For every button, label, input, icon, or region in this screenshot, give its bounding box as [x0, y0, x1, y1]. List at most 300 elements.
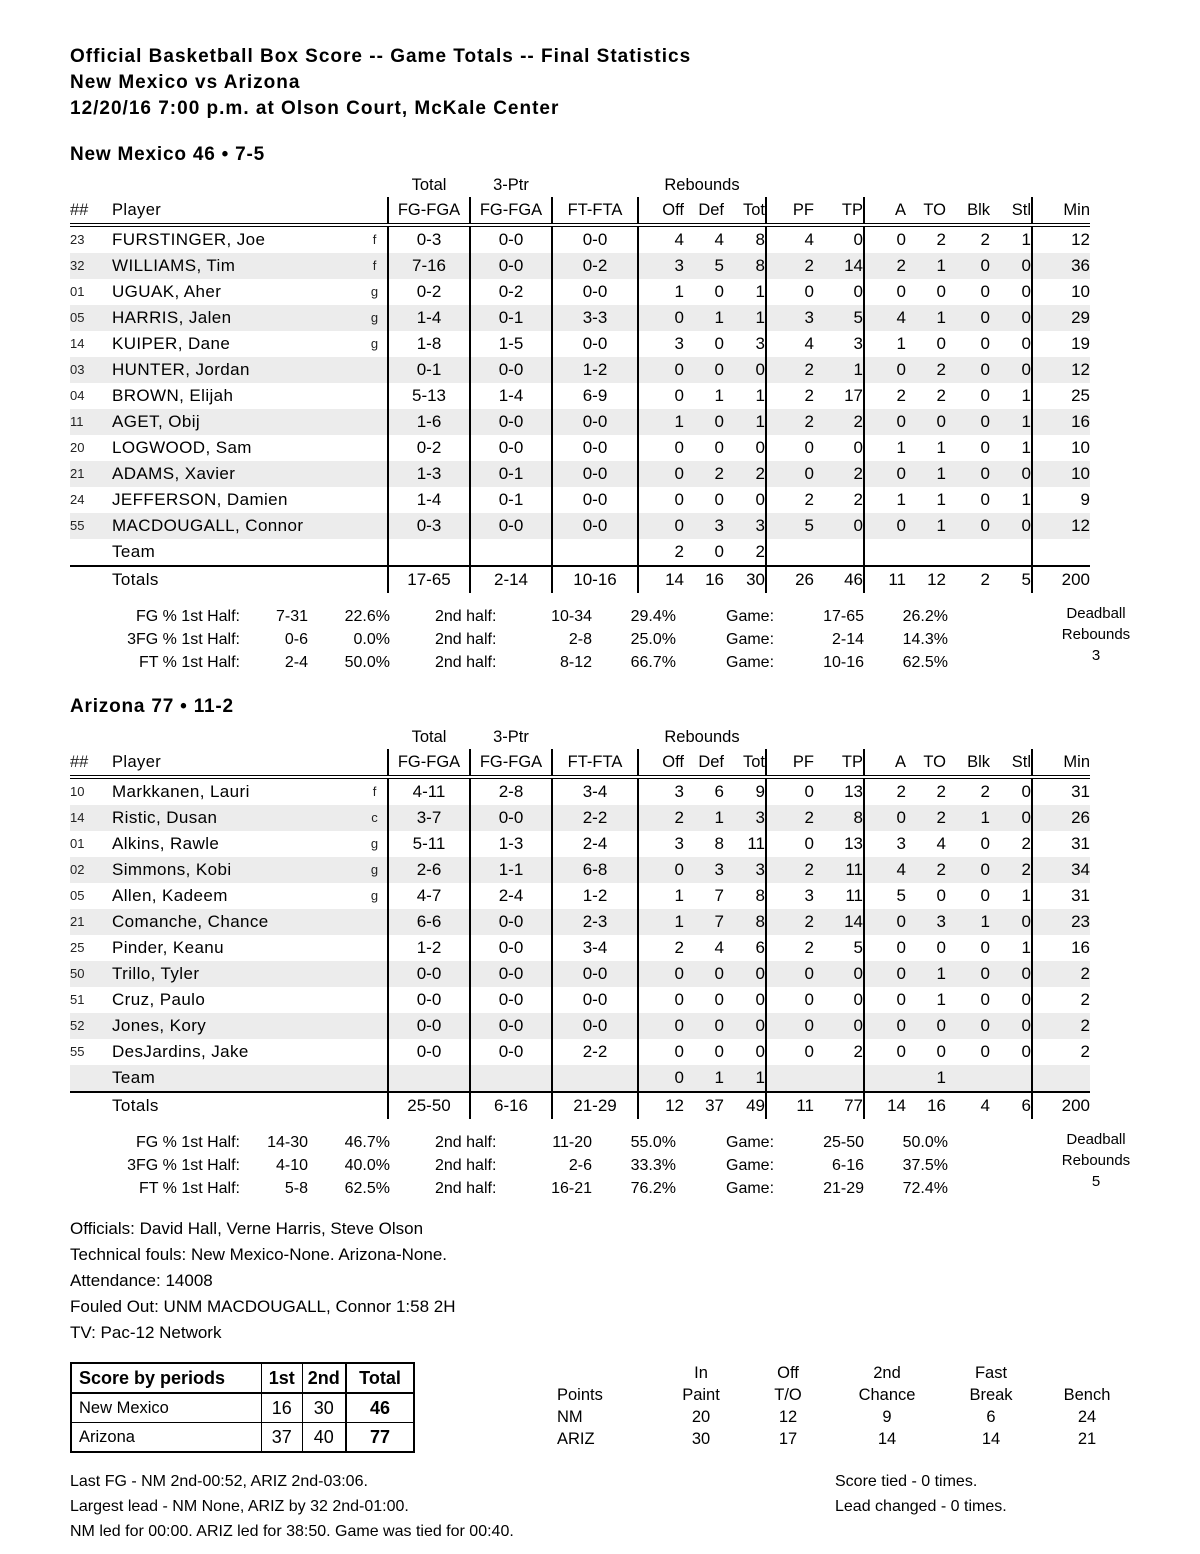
steal-cell: 0: [1021, 516, 1031, 535]
tot-reb-cell: 0: [755, 438, 765, 457]
steal-cell: 0: [1021, 256, 1031, 275]
assist-cell: 11: [864, 566, 906, 593]
off-reb-cell: 1: [638, 883, 684, 909]
pct-made-att: 10-34: [551, 608, 592, 625]
player-number: 24: [70, 492, 85, 507]
tot-reb-cell: 8: [755, 886, 765, 905]
pct-value: 25.0%: [630, 631, 676, 648]
steal-cell: 5: [990, 566, 1032, 593]
off-reb-cell: 2: [638, 805, 684, 831]
pct-label-2nd: 2nd half:: [435, 1134, 497, 1151]
pct-label: FT % 1st Half:: [138, 654, 240, 671]
tp-cell: 3: [853, 334, 863, 353]
tp-cell: 17: [844, 386, 863, 405]
player-position: c: [371, 810, 378, 825]
off-reb-cell: 2: [638, 539, 684, 566]
player-number: 14: [70, 336, 85, 351]
sbp-team-name: Arizona: [71, 1423, 261, 1453]
shooting-pct-line: [70, 651, 1090, 674]
points-team-label: ARIZ: [557, 1430, 595, 1448]
minutes-cell: 26: [1032, 805, 1090, 831]
assist-cell: 4: [864, 857, 906, 883]
shooting-pct-line: [70, 1177, 1090, 1200]
tp-cell: 11: [845, 860, 863, 879]
sbp-header-1st: 1st: [261, 1363, 302, 1393]
player-position: [362, 435, 388, 461]
footer-note-line: Last FG - NM 2nd-00:52, ARIZ 2nd-03:06.: [70, 1473, 368, 1490]
spacer: [390, 1131, 435, 1154]
player-name: Pinder, Keanu: [112, 938, 225, 957]
assist-cell: 3: [864, 831, 906, 857]
turnover-cell: 2: [936, 860, 946, 879]
block-cell: 0: [980, 360, 990, 379]
fg-fga-cell: 3-7: [388, 805, 470, 831]
fg3-fga-cell: 0-1: [470, 487, 552, 513]
column-header-off: Off: [638, 197, 684, 225]
player-row: [70, 435, 1090, 461]
fg3-fga-cell: 0-0: [470, 1039, 552, 1065]
footer-left-notes: [70, 1469, 710, 1544]
fg3-fga-cell: 0-0: [470, 1013, 552, 1039]
def-reb-cell: 7: [714, 912, 724, 931]
turnover-cell: [906, 539, 946, 566]
pf-cell: 11: [766, 1092, 814, 1119]
pct-label-2nd: 2nd half:: [435, 631, 497, 648]
pct-value: 33.3%: [630, 1157, 676, 1174]
steal-cell: 0: [1021, 1042, 1031, 1061]
tp-cell: 0: [853, 516, 863, 535]
assist-cell: 0: [864, 279, 906, 305]
def-reb-cell: 7: [714, 886, 724, 905]
turnover-cell: 1: [936, 516, 946, 535]
points-header-bottom: Break: [969, 1386, 1013, 1404]
player-number: 51: [70, 992, 85, 1007]
minutes-cell: 19: [1032, 331, 1090, 357]
pct-value: 62.5%: [902, 654, 948, 671]
tp-cell: 0: [853, 1016, 863, 1035]
fg3-fga-cell: 0-0: [470, 513, 552, 539]
off-reb-cell: 0: [638, 513, 684, 539]
ft-fta-cell: 1-2: [552, 883, 638, 909]
assist-cell: [864, 539, 906, 566]
fg3-fga-cell: 2-14: [470, 566, 552, 593]
turnover-cell: 2: [936, 360, 946, 379]
steal-cell: 0: [1021, 464, 1031, 483]
minutes-cell: 2: [1032, 961, 1090, 987]
player-row: [70, 987, 1090, 1013]
shooting-pct-line: [70, 605, 1090, 628]
deadball-label-1: Deadball: [1066, 1131, 1126, 1148]
column-header-def: Def: [684, 197, 724, 225]
tot-reb-cell: 1: [755, 282, 765, 301]
pct-made-att: 2-8: [568, 631, 592, 648]
def-reb-cell: 0: [714, 1042, 724, 1061]
turnover-cell: 1: [936, 256, 946, 275]
pf-cell: 0: [766, 279, 814, 305]
block-cell: 2: [980, 782, 990, 801]
turnover-cell: 0: [936, 938, 946, 957]
matchup-line: New Mexico vs Arizona: [70, 72, 301, 93]
assist-cell: 0: [864, 1039, 906, 1065]
def-reb-cell: 1: [714, 386, 724, 405]
def-reb-cell: 0: [714, 282, 724, 301]
fg-fga-cell: [388, 539, 470, 566]
player-position: f: [372, 784, 377, 799]
player-name: AGET, Obij: [112, 412, 201, 431]
turnover-cell: 0: [936, 412, 946, 431]
off-reb-cell: 1: [638, 279, 684, 305]
totals-label: Totals: [112, 566, 362, 593]
fg3-fga-cell: [470, 539, 552, 566]
off-reb-cell: 3: [638, 253, 684, 279]
block-cell: 0: [980, 860, 990, 879]
steal-cell: 0: [1021, 360, 1031, 379]
block-cell: 2: [946, 566, 990, 593]
shooting-pct-line: [70, 628, 1090, 651]
ft-fta-cell: [552, 539, 638, 566]
player-position: [362, 909, 388, 935]
minutes-cell: 12: [1032, 357, 1090, 383]
player-row: [70, 777, 1090, 805]
points-value: 14: [981, 1430, 1001, 1448]
player-number: 10: [70, 784, 85, 799]
pf-cell: 0: [766, 461, 814, 487]
footer-right-notes: [835, 1469, 1007, 1544]
turnover-cell: 1: [936, 464, 946, 483]
fg3-fga-cell: 0-0: [470, 961, 552, 987]
pct-label: FG % 1st Half:: [135, 1134, 240, 1151]
minutes-cell: 200: [1032, 1092, 1090, 1119]
note-line: Officials: David Hall, Verne Harris, Steve Olson: [70, 1219, 424, 1238]
tot-reb-cell: 0: [755, 990, 765, 1009]
spacer: [676, 1177, 726, 1200]
tot-reb-cell: 30: [724, 566, 766, 593]
steal-cell: 0: [1021, 282, 1031, 301]
tot-reb-cell: 8: [755, 230, 765, 249]
player-row: [70, 1013, 1090, 1039]
fg3-fga-cell: 2-4: [470, 883, 552, 909]
off-reb-cell: 3: [638, 777, 684, 805]
pct-label: FT % 1st Half:: [138, 1180, 240, 1197]
ft-fta-cell: 0-2: [552, 253, 638, 279]
block-cell: 0: [980, 438, 990, 457]
off-reb-cell: 0: [638, 357, 684, 383]
player-position: f: [372, 232, 377, 247]
ft-fta-cell: [552, 1065, 638, 1092]
score-by-periods-table: [70, 1362, 415, 1453]
column-header-stl: Stl: [990, 197, 1032, 225]
off-reb-cell: 0: [638, 857, 684, 883]
player-row: [70, 461, 1090, 487]
sbp-header-total: Total: [346, 1363, 414, 1393]
pct-value: 26.2%: [902, 608, 948, 625]
team-section-new-mexico: [70, 144, 1135, 674]
player-number: [70, 1092, 112, 1119]
fg3-fga-cell: [470, 1065, 552, 1092]
steal-cell: 0: [1021, 308, 1031, 327]
tp-cell: 11: [845, 886, 863, 905]
assist-cell: 0: [864, 805, 906, 831]
assist-cell: 0: [864, 409, 906, 435]
player-position: [362, 987, 388, 1013]
fg-fga-cell: 25-50: [388, 1092, 470, 1119]
spacer: [390, 605, 435, 628]
tot-reb-cell: 49: [724, 1092, 766, 1119]
fg-fga-cell: 0-3: [388, 225, 470, 253]
fg-fga-cell: 17-65: [388, 566, 470, 593]
assist-cell: 0: [864, 987, 906, 1013]
pf-cell: 2: [766, 383, 814, 409]
minutes-cell: 10: [1032, 435, 1090, 461]
assist-cell: 14: [864, 1092, 906, 1119]
off-reb-cell: 2: [638, 935, 684, 961]
fg-fga-cell: 0-1: [388, 357, 470, 383]
player-row: [70, 331, 1090, 357]
tot-reb-cell: 0: [755, 490, 765, 509]
fg-fga-cell: 1-4: [388, 305, 470, 331]
sbp-header-label: Score by periods: [71, 1363, 261, 1393]
spacer: [676, 1131, 726, 1154]
pf-cell: 0: [766, 961, 814, 987]
totals-row: [70, 566, 1090, 593]
player-row: [70, 961, 1090, 987]
ft-fta-cell: 1-2: [552, 357, 638, 383]
report-title: Official Basketball Box Score -- Game Totals -- Final Statistics: [70, 46, 692, 67]
player-name: Alkins, Rawle: [112, 834, 220, 853]
minutes-cell: 2: [1032, 1039, 1090, 1065]
fg-fga-cell: 6-6: [388, 909, 470, 935]
player-name: Markkanen, Lauri: [112, 782, 250, 801]
assist-cell: 1: [864, 331, 906, 357]
pct-value: 29.4%: [630, 608, 676, 625]
player-number: 03: [70, 362, 85, 377]
player-number: 05: [70, 310, 85, 325]
minutes-cell: 36: [1032, 253, 1090, 279]
pf-cell: 0: [766, 987, 814, 1013]
pf-cell: 2: [766, 805, 814, 831]
points-value: 14: [877, 1430, 897, 1448]
block-cell: 0: [980, 886, 990, 905]
def-reb-cell: 0: [714, 1016, 724, 1035]
sbp-total-score: 77: [346, 1423, 414, 1453]
column-header-a: A: [864, 197, 906, 225]
player-name: ADAMS, Xavier: [112, 464, 236, 483]
minutes-cell: 10: [1032, 461, 1090, 487]
block-cell: 0: [980, 938, 990, 957]
pct-value: 62.5%: [344, 1180, 390, 1197]
ft-fta-cell: 0-0: [552, 225, 638, 253]
tot-reb-cell: 6: [755, 938, 765, 957]
pct-label-game: Game:: [726, 1157, 775, 1174]
deadball-value: 5: [1091, 1173, 1101, 1190]
ft-fta-cell: 0-0: [552, 1013, 638, 1039]
pct-made-att: 2-6: [568, 1157, 592, 1174]
pf-cell: 2: [766, 909, 814, 935]
sbp-1st-score: 37: [261, 1423, 302, 1453]
pct-made-att: 2-4: [284, 654, 308, 671]
tp-cell: 77: [814, 1092, 864, 1119]
pct-made-att: 21-29: [823, 1180, 864, 1197]
minutes-cell: 2: [1032, 1013, 1090, 1039]
minutes-cell: 25: [1032, 383, 1090, 409]
team-heading-new-mexico: New Mexico 46 • 7-5: [70, 144, 266, 165]
player-name: HUNTER, Jordan: [112, 360, 250, 379]
block-cell: 2: [980, 230, 990, 249]
tp-cell: 13: [844, 782, 863, 801]
player-position: f: [372, 258, 377, 273]
totals-row: [70, 1092, 1090, 1119]
fg-fga-cell: [388, 1065, 470, 1092]
steal-cell: 2: [1021, 834, 1031, 853]
tot-reb-cell: 9: [755, 782, 765, 801]
turnover-cell: 2: [936, 230, 946, 249]
fg-fga-cell: 0-0: [388, 1013, 470, 1039]
column-header-player: Player: [112, 197, 362, 225]
player-row: [70, 909, 1090, 935]
column-header-min: Min: [1032, 749, 1090, 777]
turnover-cell: 0: [936, 1016, 946, 1035]
fg3-fga-cell: 2-8: [470, 777, 552, 805]
box-score-table-new-mexico: [70, 174, 1090, 593]
block-cell: 0: [980, 1016, 990, 1035]
assist-cell: 0: [864, 961, 906, 987]
spacer-cell: [766, 174, 1090, 197]
fg3-fga-cell: 6-16: [470, 1092, 552, 1119]
points-header-bottom: Points: [557, 1386, 603, 1404]
player-number: 05: [70, 888, 85, 903]
column-header-ft: FT-FTA: [552, 749, 638, 777]
tp-cell: [814, 539, 864, 566]
player-position: [362, 409, 388, 435]
pct-made-att: 17-65: [823, 608, 864, 625]
fg-fga-cell: 0-0: [388, 961, 470, 987]
column-header-ft: FT-FTA: [552, 197, 638, 225]
pct-made-att: 10-16: [823, 654, 864, 671]
pf-cell: 5: [766, 513, 814, 539]
pct-value: 22.6%: [344, 608, 390, 625]
minutes-cell: 23: [1032, 909, 1090, 935]
totals-label: Totals: [112, 1092, 362, 1119]
player-number: 04: [70, 388, 85, 403]
player-row: [70, 383, 1090, 409]
assist-cell: 1: [864, 435, 906, 461]
minutes-cell: 9: [1032, 487, 1090, 513]
note-line: Fouled Out: UNM MACDOUGALL, Connor 1:58 2H: [70, 1297, 456, 1316]
player-number: 20: [70, 440, 85, 455]
def-reb-cell: 0: [714, 412, 724, 431]
note-line: Attendance: 14008: [70, 1271, 213, 1290]
ft-fta-cell: 0-0: [552, 961, 638, 987]
group-label-rebounds: Rebounds: [664, 176, 740, 194]
spacer-cell: [552, 174, 638, 197]
points-header-top: Fast: [974, 1364, 1008, 1382]
column-header-fg3: FG-FGA: [470, 197, 552, 225]
spacer: [676, 1154, 726, 1177]
steal-cell: 0: [1021, 990, 1031, 1009]
game-notes: [70, 1216, 1135, 1346]
fg-fga-cell: 1-8: [388, 331, 470, 357]
tp-cell: 1: [853, 360, 863, 379]
def-reb-cell: 1: [714, 308, 724, 327]
player-name: HARRIS, Jalen: [112, 308, 232, 327]
player-name: Simmons, Kobi: [112, 860, 232, 879]
player-position: [362, 1092, 388, 1119]
assist-cell: 2: [864, 253, 906, 279]
ft-fta-cell: 10-16: [552, 566, 638, 593]
tp-cell: [814, 1065, 864, 1092]
sbp-2nd-score: 30: [302, 1393, 346, 1423]
player-position: [362, 539, 388, 566]
player-position: [362, 1039, 388, 1065]
pct-made-att: 6-16: [831, 1157, 864, 1174]
block-cell: 0: [980, 464, 990, 483]
points-value: 21: [1077, 1430, 1097, 1448]
tot-reb-cell: 1: [755, 308, 765, 327]
pf-cell: 2: [766, 409, 814, 435]
points-value: 12: [778, 1408, 798, 1426]
column-header-tp: TP: [814, 197, 864, 225]
turnover-cell: 2: [936, 386, 946, 405]
points-header-bottom: Bench: [1063, 1386, 1111, 1404]
team-rebounds-row: [70, 1065, 1090, 1092]
pct-label: FG % 1st Half:: [135, 608, 240, 625]
team-heading-arizona: Arizona 77 • 11-2: [70, 696, 234, 717]
assist-cell: 2: [864, 777, 906, 805]
steal-cell: 0: [1021, 1016, 1031, 1035]
team-row-label: Team: [112, 1068, 156, 1087]
block-cell: 0: [980, 308, 990, 327]
off-reb-cell: 0: [638, 1065, 684, 1092]
player-name: LOGWOOD, Sam: [112, 438, 252, 457]
block-cell: 0: [980, 834, 990, 853]
tot-reb-cell: 0: [755, 1016, 765, 1035]
pct-label: 3FG % 1st Half:: [127, 631, 240, 648]
column-header-fg: FG-FGA: [388, 197, 470, 225]
def-reb-cell: 0: [714, 542, 724, 561]
pct-made-att: 8-12: [559, 654, 592, 671]
off-reb-cell: 4: [638, 225, 684, 253]
def-reb-cell: 37: [684, 1092, 724, 1119]
column-header-pf: PF: [766, 749, 814, 777]
player-name: WILLIAMS, Tim: [112, 256, 236, 275]
pf-cell: 0: [766, 1039, 814, 1065]
pf-cell: 3: [766, 883, 814, 909]
tp-cell: 46: [814, 566, 864, 593]
player-name: Comanche, Chance: [112, 912, 269, 931]
ft-fta-cell: 0-0: [552, 987, 638, 1013]
def-reb-cell: 1: [714, 808, 724, 827]
pct-label-2nd: 2nd half:: [435, 1180, 497, 1197]
fg-fga-cell: 0-2: [388, 435, 470, 461]
player-number: 21: [70, 466, 85, 481]
tot-reb-cell: 8: [755, 256, 765, 275]
def-reb-cell: 0: [714, 334, 724, 353]
player-name: Allen, Kadeem: [112, 886, 228, 905]
fg-fga-cell: 1-4: [388, 487, 470, 513]
pf-cell: 2: [766, 357, 814, 383]
player-number: 11: [70, 414, 84, 429]
note-line: Technical fouls: New Mexico-None. Arizona-None.: [70, 1245, 448, 1264]
player-position: [362, 1065, 388, 1092]
player-number: 01: [70, 836, 85, 851]
block-cell: 0: [980, 334, 990, 353]
def-reb-cell: 16: [684, 566, 724, 593]
points-header-bottom: Paint: [682, 1386, 720, 1404]
player-row: [70, 487, 1090, 513]
off-reb-cell: 12: [638, 1092, 684, 1119]
turnover-cell: 16: [906, 1092, 946, 1119]
spacer: [390, 1154, 435, 1177]
